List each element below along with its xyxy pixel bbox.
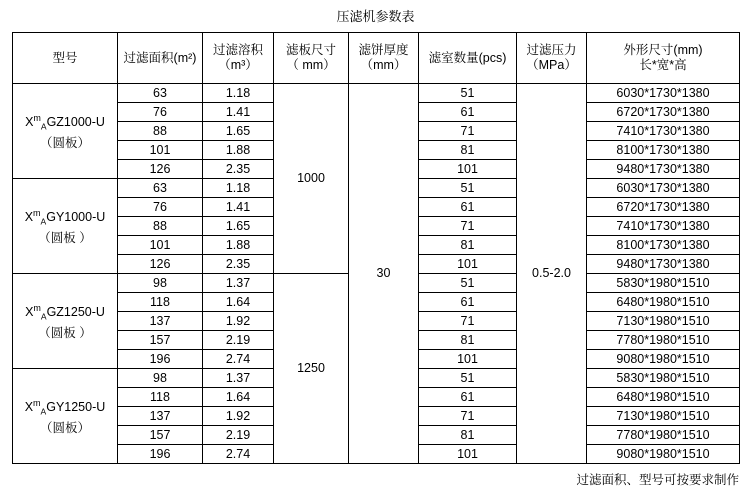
model-note: （圆板）: [39, 421, 90, 436]
cell-chamber-count: 51: [419, 179, 517, 198]
cell-filter-area: 98: [118, 369, 203, 388]
cell-filter-area: 196: [118, 350, 203, 369]
col-header-filter-area-line1: 过滤面积(m²): [123, 50, 197, 65]
cell-dimensions: 5830*1980*1510: [587, 274, 740, 293]
cell-chamber-count: 81: [419, 236, 517, 255]
cell-chamber-count: 71: [419, 122, 517, 141]
cell-filter-volume: 2.74: [203, 350, 274, 369]
cell-filter-area: 101: [118, 141, 203, 160]
cell-filter-area: 157: [118, 331, 203, 350]
cell-dimensions: 5830*1980*1510: [587, 369, 740, 388]
col-header-filter-area: [118, 33, 203, 84]
model-code: $X^m_AGY1250-U$: [24, 397, 106, 417]
cell-model: [13, 84, 118, 179]
col-header-plate-size-line2: （ mm）: [286, 58, 336, 72]
cell-filter-volume: 1.92: [203, 312, 274, 331]
cell-dimensions: 6030*1730*1380: [587, 84, 740, 103]
cell-dimensions: 7130*1980*1510: [587, 407, 740, 426]
cell-filter-area: 118: [118, 388, 203, 407]
model-note: （圆板）: [39, 136, 90, 151]
cell-filter-area: 88: [118, 122, 203, 141]
col-header-dimensions-line1: 外形尺寸(mm): [623, 43, 703, 57]
cell-dimensions: 8100*1730*1380: [587, 141, 740, 160]
cell-filter-volume: 2.74: [203, 445, 274, 464]
cell-chamber-count: 101: [419, 350, 517, 369]
cell-dimensions: 6720*1730*1380: [587, 198, 740, 217]
parameter-sheet: [12, 6, 739, 488]
cell-filter-volume: 1.65: [203, 122, 274, 141]
model-code: $X^m_AGZ1000-U$: [25, 112, 105, 132]
cell-filter-volume: 2.35: [203, 160, 274, 179]
cell-dimensions: 6480*1980*1510: [587, 388, 740, 407]
cell-filter-volume: 1.88: [203, 236, 274, 255]
table-body: [13, 84, 740, 464]
cell-filter-volume: 1.41: [203, 198, 274, 217]
cell-chamber-count: 81: [419, 426, 517, 445]
col-header-filter-volume-line2: （m³）: [218, 58, 258, 72]
cell-dimensions: 6480*1980*1510: [587, 293, 740, 312]
cell-cake-thickness: 30: [349, 84, 419, 464]
cell-chamber-count: 61: [419, 198, 517, 217]
cell-chamber-count: 101: [419, 445, 517, 464]
cell-model: [13, 369, 118, 464]
model-code: $X^m_AGZ1250-U$: [25, 302, 105, 322]
cell-filter-area: 126: [118, 255, 203, 274]
cell-chamber-count: 51: [419, 274, 517, 293]
cell-plate-size: 1000: [274, 84, 349, 274]
col-header-filter-volume-line1: 过滤溶积: [212, 43, 263, 57]
col-header-filter-pressure: [517, 33, 587, 84]
cell-dimensions: 7410*1730*1380: [587, 217, 740, 236]
press-filter-parameter-table: [12, 32, 740, 464]
cell-plate-size: 1250: [274, 274, 349, 464]
cell-filter-pressure: 0.5-2.0: [517, 84, 587, 464]
cell-chamber-count: 101: [419, 255, 517, 274]
cell-dimensions: 9080*1980*1510: [587, 350, 740, 369]
cell-dimensions: 7410*1730*1380: [587, 122, 740, 141]
header-row: [13, 33, 740, 84]
cell-dimensions: 6720*1730*1380: [587, 103, 740, 122]
cell-filter-area: 98: [118, 274, 203, 293]
cell-filter-volume: 1.92: [203, 407, 274, 426]
cell-filter-area: 63: [118, 179, 203, 198]
footnote: 过滤面积、型号可按要求制作: [576, 473, 739, 487]
col-header-chamber-count: [419, 33, 517, 84]
cell-filter-volume: 1.88: [203, 141, 274, 160]
cell-filter-volume: 2.35: [203, 255, 274, 274]
cell-filter-volume: 1.41: [203, 103, 274, 122]
col-header-model: [13, 33, 118, 84]
col-header-cake-thickness-line2: （mm）: [360, 58, 407, 72]
table-header: [13, 33, 740, 84]
cell-filter-area: 76: [118, 103, 203, 122]
cell-chamber-count: 51: [419, 84, 517, 103]
col-header-dimensions-line2: 长*宽*高: [639, 58, 687, 72]
col-header-filter-volume: [203, 33, 274, 84]
cell-filter-area: 63: [118, 84, 203, 103]
cell-filter-volume: 1.65: [203, 217, 274, 236]
cell-chamber-count: 81: [419, 141, 517, 160]
cell-filter-volume: 1.37: [203, 369, 274, 388]
cell-chamber-count: 61: [419, 293, 517, 312]
col-header-model-line1: 型号: [52, 50, 78, 65]
cell-chamber-count: 61: [419, 103, 517, 122]
cell-dimensions: 7130*1980*1510: [587, 312, 740, 331]
cell-dimensions: 9080*1980*1510: [587, 445, 740, 464]
cell-filter-volume: 1.37: [203, 274, 274, 293]
cell-dimensions: 9480*1730*1380: [587, 255, 740, 274]
cell-filter-area: 157: [118, 426, 203, 445]
page-title: 压滤机参数表: [336, 9, 415, 24]
col-header-filter-pressure-line2: （MPa）: [526, 58, 577, 72]
model-code: $X^m_AGY1000-U$: [24, 207, 106, 227]
cell-filter-volume: 2.19: [203, 426, 274, 445]
cell-chamber-count: 71: [419, 312, 517, 331]
cell-filter-volume: 1.18: [203, 84, 274, 103]
cell-chamber-count: 81: [419, 331, 517, 350]
cell-chamber-count: 51: [419, 369, 517, 388]
cell-filter-area: 118: [118, 293, 203, 312]
model-note: （圆板 ）: [38, 326, 92, 341]
cell-dimensions: 9480*1730*1380: [587, 160, 740, 179]
cell-chamber-count: 71: [419, 217, 517, 236]
col-header-filter-pressure-line1: 过滤压力: [526, 43, 577, 57]
cell-filter-area: 126: [118, 160, 203, 179]
col-header-cake-thickness-line1: 滤饼厚度: [358, 43, 409, 57]
cell-filter-area: 196: [118, 445, 203, 464]
cell-filter-area: 137: [118, 407, 203, 426]
cell-dimensions: 6030*1730*1380: [587, 179, 740, 198]
cell-filter-area: 101: [118, 236, 203, 255]
cell-chamber-count: 61: [419, 388, 517, 407]
cell-chamber-count: 71: [419, 407, 517, 426]
cell-dimensions: 7780*1980*1510: [587, 331, 740, 350]
cell-filter-area: 137: [118, 312, 203, 331]
table-row: [13, 84, 740, 103]
col-header-plate-size-line1: 滤板尺寸: [285, 43, 336, 57]
cell-filter-volume: 1.64: [203, 293, 274, 312]
cell-model: [13, 179, 118, 274]
cell-dimensions: 7780*1980*1510: [587, 426, 740, 445]
cell-filter-volume: 2.19: [203, 331, 274, 350]
model-note: （圆板 ）: [38, 231, 92, 246]
col-header-chamber-count-line1: 滤室数量(pcs): [428, 50, 507, 65]
cell-filter-area: 88: [118, 217, 203, 236]
cell-dimensions: 8100*1730*1380: [587, 236, 740, 255]
col-header-plate-size: [274, 33, 349, 84]
cell-chamber-count: 101: [419, 160, 517, 179]
cell-filter-area: 76: [118, 198, 203, 217]
col-header-dimensions: [587, 33, 740, 84]
cell-filter-volume: 1.64: [203, 388, 274, 407]
col-header-cake-thickness: [349, 33, 419, 84]
cell-model: [13, 274, 118, 369]
cell-filter-volume: 1.18: [203, 179, 274, 198]
